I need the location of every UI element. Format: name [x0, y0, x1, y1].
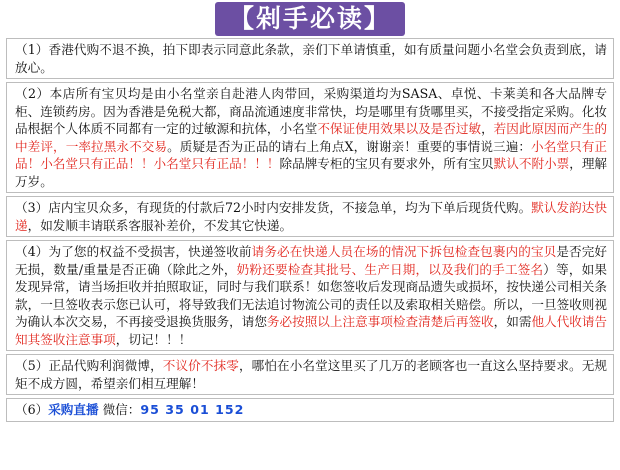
section-3-text-2: ，如发顺丰请联系客服补差价，不发其它快递。 — [27, 217, 293, 233]
title-area — [6, 0, 614, 38]
section-4-text-5: ，切记！！！ — [115, 331, 192, 347]
section-1 — [6, 38, 614, 79]
section-4-text-4: ，如需 — [493, 314, 532, 329]
wechat-id: 95 35 01 152 — [140, 402, 245, 417]
section-4-warning-4: 他人代收请告知其签收注意事项 — [15, 314, 608, 347]
section-6 — [6, 398, 614, 422]
section-2-warning-1: 不保证使用效果以及是否过敏 — [317, 121, 482, 136]
section-5 — [6, 354, 614, 395]
section-3-warning-1: 默认发韵达快递 — [15, 200, 607, 233]
section-4-text-3: ）等，如果发现异常，请当场拒收并拍照取证，同时与我们联系！如您签收后发现商品遗失或损坏，按快递公司相关条款，一旦签收表示您已认可，将导致我们无法追讨物流公司的责任以及索取相关赔偿。所以，一旦签收则视为确认本次交易，不再接受退换货服务，请您 — [15, 261, 607, 329]
section-2-text-5: ，理解万岁。 — [15, 156, 608, 189]
section-4-warning-3: 务必按照以上注意事项检查清楚后再签收 — [266, 314, 494, 329]
section-4-warning-2: 奶粉还要检查其批号、生产日期，以及我们的手工签名 — [236, 261, 544, 277]
page-title: 【剁手必读】 — [215, 2, 405, 36]
section-2-warning-4: 默认不附小票 — [493, 156, 570, 171]
section-5-warning-1: 不议价不抹零 — [162, 358, 239, 373]
section-1-text: （1）香港代购不退不换，拍下即表示同意此条款，亲们下单请慎重，如有质量问题小名堂会负责到底，请放心。 — [15, 42, 607, 75]
section-6-text-1: （6） — [15, 402, 49, 417]
section-4 — [6, 240, 614, 351]
section-5-text-1: （5）正品代购利润微博， — [15, 358, 163, 373]
section-3 — [6, 196, 614, 237]
section-6-live-label: 采购直播 — [48, 402, 99, 417]
section-4-warning-1: 请务必在快递人员在场的情况下拆包检查包裹内的宝贝 — [251, 244, 557, 259]
section-5-text-2: ，哪怕在小名堂这里买了几万的老顾客也一直这么坚持要求。无规矩不成方圆，希望亲们相互理解！ — [15, 358, 607, 391]
section-2-text-4: 除品牌专柜的宝贝有要求外，所有宝贝 — [279, 156, 494, 171]
section-2-warning-2: 若因此原因而产生的中差评，一率拉黑永不交易 — [15, 121, 608, 154]
section-2-text-3: 。质疑是否为正品的请右上角点X，谢谢亲！重要的事情说三遍： — [167, 138, 532, 154]
section-2-warning-3: 小名堂只有正品！小名堂只有正品！！小名堂只有正品！！！ — [15, 138, 608, 171]
section-2-text-2: ， — [481, 121, 494, 136]
section-2-text-1: （2）本店所有宝贝均是由小名堂亲自赴港人肉带回，采购渠道均为SASA、卓悦、卡莱美和各大品牌专柜、连锁药房。因为香港是免税大都，商品流通速度非常快，均是哪里有货哪里买，不接受指定采购。化妆品根据个人体质不同都有一定的过敏源和抗体，小名堂 — [15, 86, 607, 136]
section-4-text-1: （4）为了您的权益不受损害，快递签收前 — [15, 244, 252, 259]
section-2 — [6, 82, 614, 193]
section-4-text-2: 是否完好无损，数量/重量是否正确（除此之外， — [15, 244, 608, 277]
section-3-text-1: （3）店内宝贝众多，有现货的付款后72小时内安排发货，不接急单，均为下单后现货代购。 — [15, 200, 532, 215]
section-6-text-2: 微信： — [98, 402, 141, 417]
